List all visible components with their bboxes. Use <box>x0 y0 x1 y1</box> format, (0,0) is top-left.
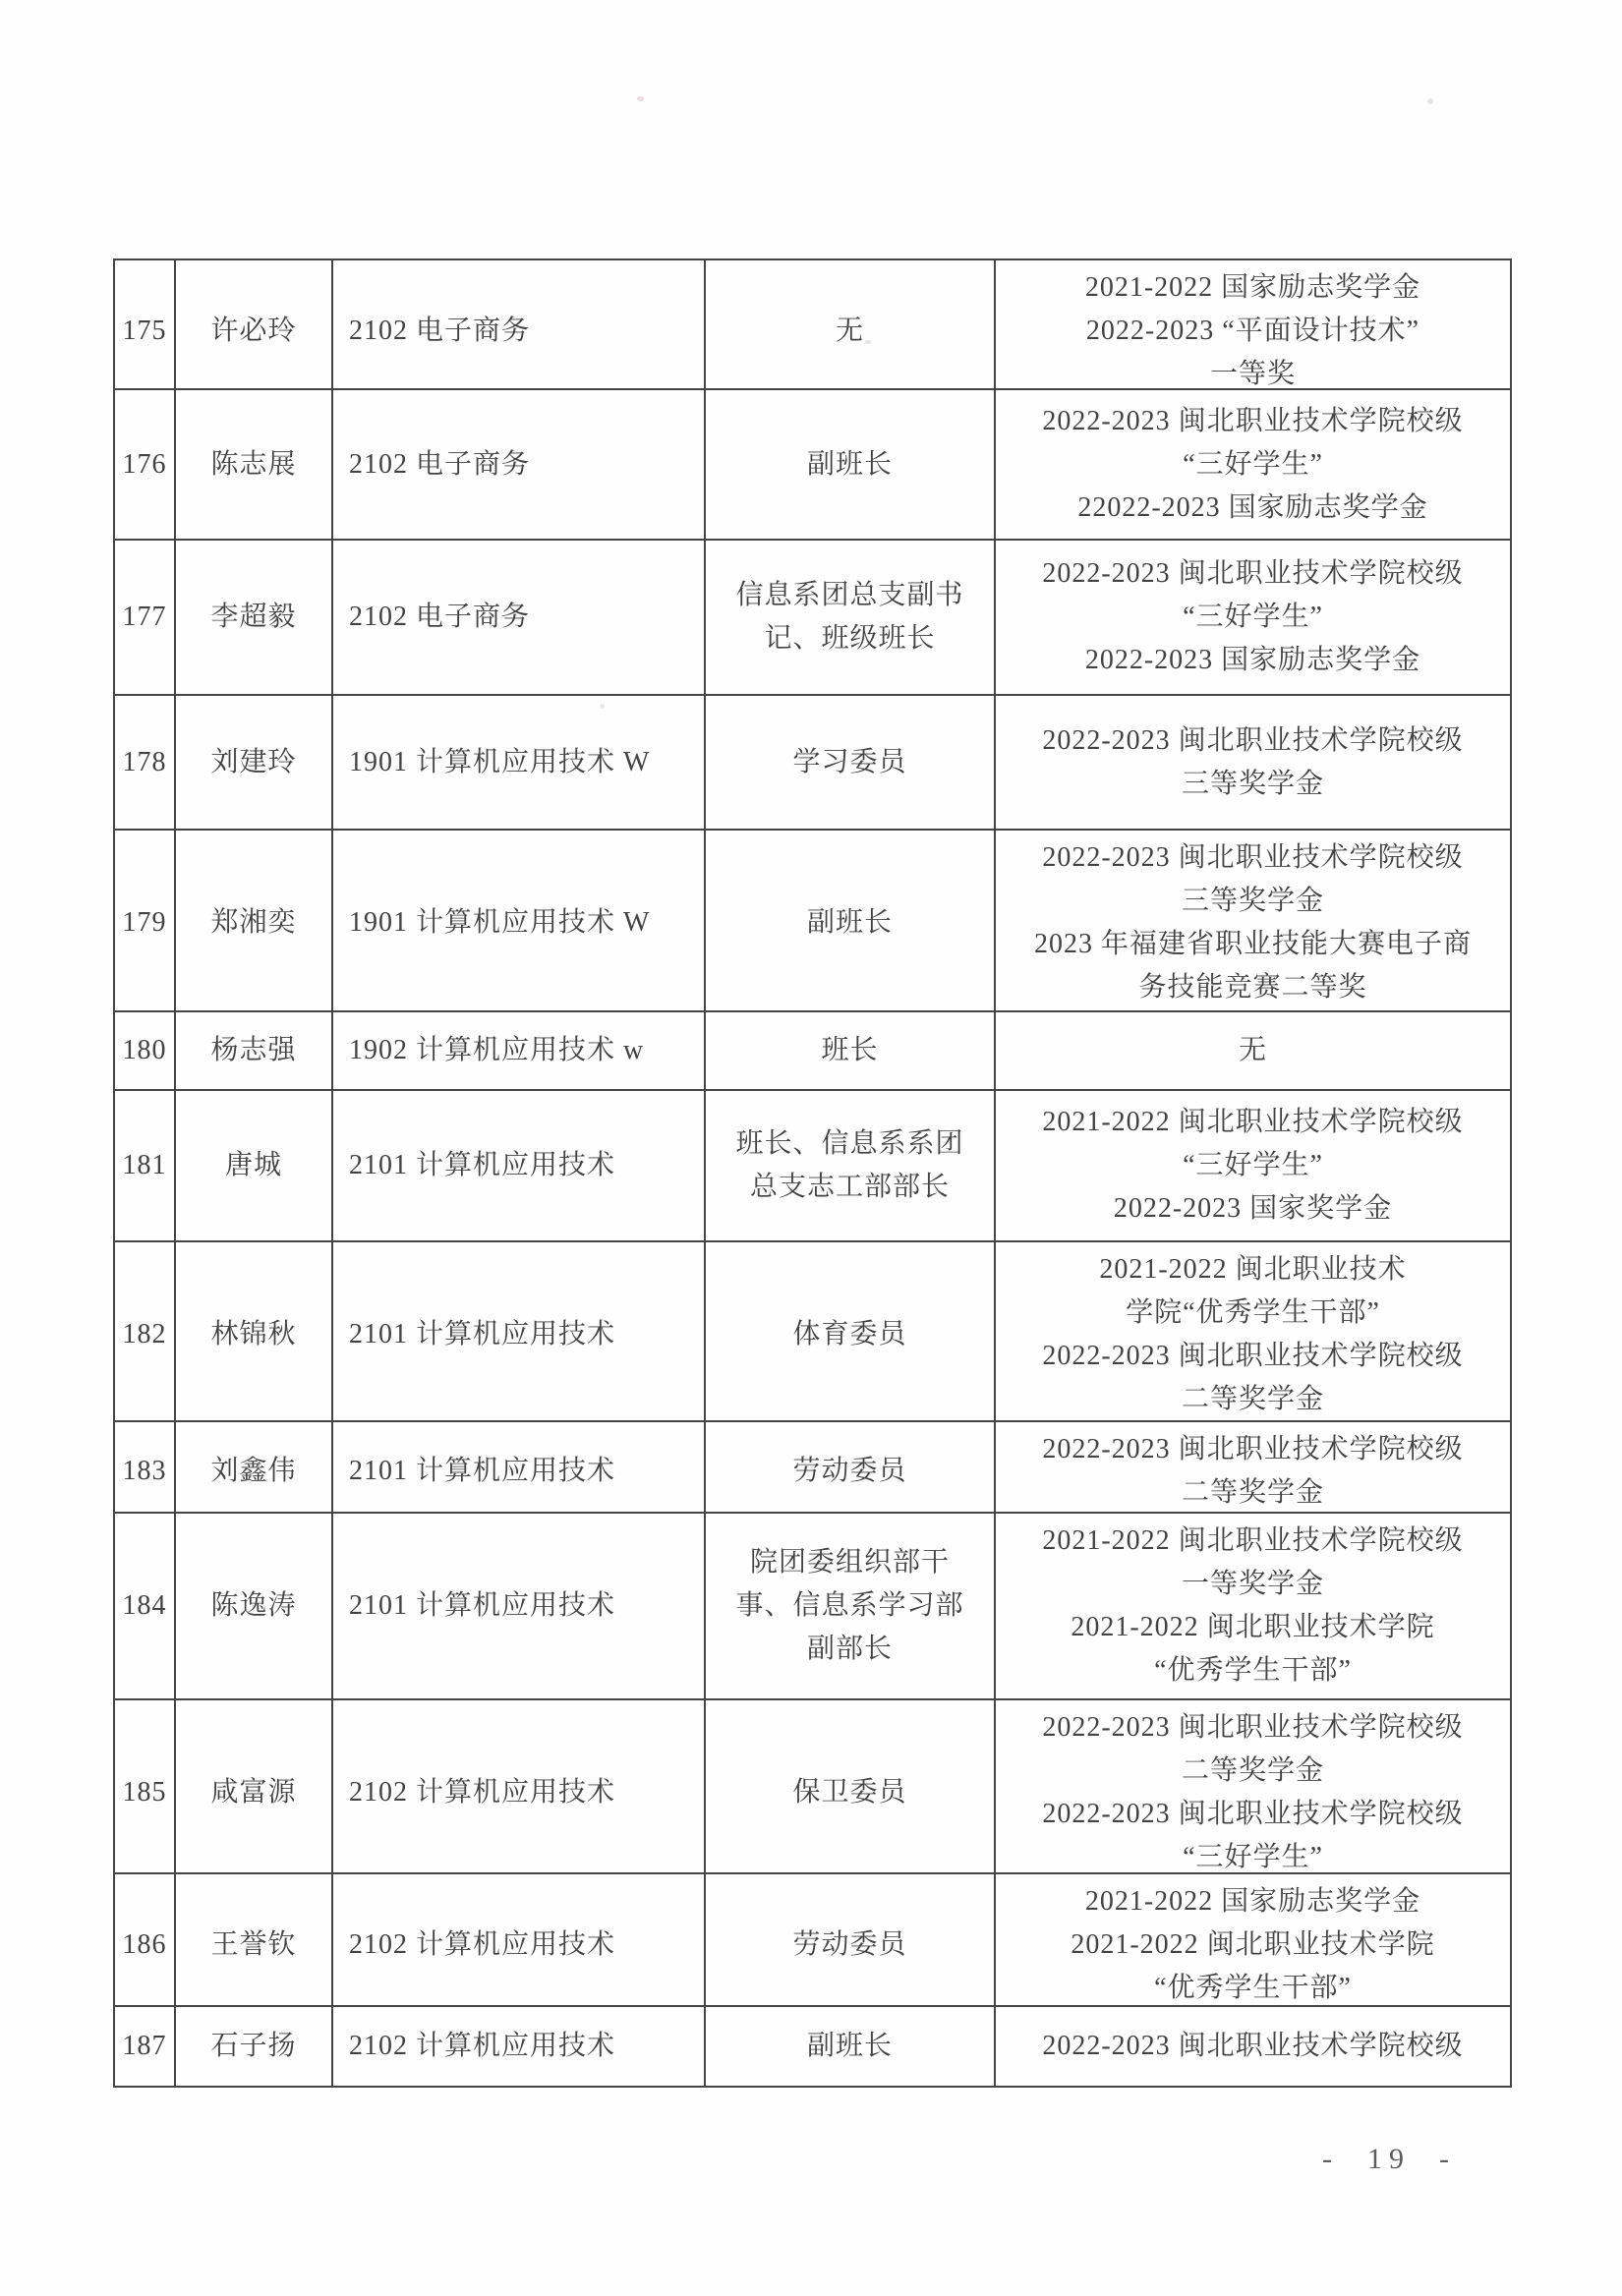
table-row <box>115 541 1510 696</box>
awards-cell <box>996 390 1510 539</box>
awards-line: 2022-2023 闽北职业技术学院校级 <box>1042 1712 1464 1743</box>
awards-line: 2021-2022 闽北职业技术 <box>1099 1254 1407 1285</box>
awards-line: “三好学生” <box>1183 602 1323 632</box>
row-number-cell: 180 <box>115 1012 176 1089</box>
class-cell: 2102 计算机应用技术 <box>333 1700 706 1885</box>
awards-cell <box>996 1242 1510 1427</box>
awards-line: 2021-2022 闽北职业技术学院校级 <box>1042 1107 1464 1137</box>
awards-cell <box>996 1012 1510 1089</box>
row-number-cell: 175 <box>115 260 176 402</box>
row-number-cell: 182 <box>115 1242 176 1427</box>
student-name-cell: 林锦秋 <box>176 1242 333 1427</box>
scan-artifact <box>637 96 644 101</box>
table-row <box>115 1422 1510 1514</box>
student-name-cell: 石子扬 <box>176 2007 333 2086</box>
awards-cell <box>996 2007 1510 2086</box>
awards-line: 三等奖学金 <box>1181 768 1324 799</box>
row-number-cell: 177 <box>115 541 176 694</box>
awards-line: 无 <box>1238 1035 1267 1065</box>
student-name-cell: 刘鑫伟 <box>176 1422 333 1521</box>
awards-line: “优秀学生干部” <box>1154 1973 1352 2003</box>
row-number-cell: 184 <box>115 1514 176 1698</box>
table-row <box>115 260 1510 390</box>
table-row <box>115 1514 1510 1700</box>
row-number-cell: 186 <box>115 1874 176 2016</box>
class-cell: 2102 计算机应用技术 <box>333 2007 706 2086</box>
row-number-cell: 181 <box>115 1091 176 1240</box>
awards-line: 2022-2023 闽北职业技术学院校级 <box>1042 1799 1464 1829</box>
awards-line: “三好学生” <box>1183 448 1323 480</box>
table-row <box>115 696 1510 831</box>
awards-line: 2022-2023 闽北职业技术学院校级 <box>1042 405 1464 436</box>
awards-line: “三好学生” <box>1183 1150 1323 1180</box>
student-name-cell: 王誉钦 <box>176 1874 333 2016</box>
student-name-cell: 郑湘奕 <box>176 831 333 1015</box>
awards-line: 2021-2022 闽北职业技术学院校级 <box>1042 1525 1464 1556</box>
student-name-cell: 唐城 <box>176 1091 333 1240</box>
position-cell: 信息系团总支副书记、班级班长 <box>706 541 996 694</box>
row-number-cell: 179 <box>115 831 176 1015</box>
row-number-cell: 183 <box>115 1422 176 1521</box>
awards-line: 2021-2022 闽北职业技术学院 <box>1071 1612 1435 1642</box>
awards-line: 二等奖学金 <box>1181 1384 1324 1414</box>
awards-cell <box>996 1874 1510 2016</box>
table-row <box>115 1091 1510 1242</box>
scan-artifact <box>1427 98 1433 104</box>
awards-line: 2023 年福建省职业技能大赛电子商 <box>1033 929 1472 959</box>
class-cell: 2102 电子商务 <box>333 260 706 402</box>
student-name-cell: 杨志强 <box>176 1012 333 1089</box>
class-cell: 2102 电子商务 <box>333 541 706 694</box>
awards-line: 学院“优秀学生干部” <box>1126 1297 1380 1328</box>
awards-cell <box>996 541 1510 694</box>
row-number-cell: 178 <box>115 696 176 829</box>
position-cell: 班长、信息系系团总支志工部部长 <box>706 1091 996 1240</box>
student-name-cell: 陈志展 <box>176 390 333 539</box>
table-row <box>115 1874 1510 2007</box>
awards-line: 2021-2022 国家励志奖学金 <box>1084 1886 1421 1917</box>
awards-line: 22022-2023 国家励志奖学金 <box>1077 491 1428 523</box>
position-cell: 副班长 <box>706 390 996 539</box>
awards-line: 2021-2022 国家励志奖学金 <box>1084 272 1421 303</box>
awards-line: 2022-2023 闽北职业技术学院校级 <box>1042 1434 1464 1464</box>
position-cell: 劳动委员 <box>706 1874 996 2016</box>
awards-line: 2022-2023 闽北职业技术学院校级 <box>1042 724 1464 756</box>
student-awards-table <box>113 258 1512 2088</box>
awards-line: “优秀学生干部” <box>1154 1655 1352 1686</box>
awards-cell <box>996 831 1510 1015</box>
class-cell: 1901 计算机应用技术 W <box>333 696 706 829</box>
row-number-cell: 187 <box>115 2007 176 2086</box>
table-row <box>115 390 1510 541</box>
table-row <box>115 1012 1510 1091</box>
awards-line: 2021-2022 闽北职业技术学院 <box>1071 1929 1435 1960</box>
awards-line: 2022-2023 闽北职业技术学院校级 <box>1042 1341 1464 1371</box>
awards-cell <box>996 1514 1510 1698</box>
position-cell: 劳动委员 <box>706 1422 996 1521</box>
position-cell: 院团委组织部干事、信息系学习部副部长 <box>706 1514 996 1698</box>
row-number-cell: 185 <box>115 1700 176 1885</box>
awards-line: 务技能竞赛二等奖 <box>1138 972 1367 1003</box>
class-cell: 2102 电子商务 <box>333 390 706 539</box>
class-cell: 1902 计算机应用技术 w <box>333 1012 706 1089</box>
class-cell: 2101 计算机应用技术 <box>333 1514 706 1698</box>
awards-line: 2022-2023 闽北职业技术学院校级 <box>1042 842 1464 873</box>
row-number-cell: 176 <box>115 390 176 539</box>
awards-line: 一等奖 <box>1209 359 1296 389</box>
position-cell: 体育委员 <box>706 1242 996 1427</box>
position-cell: 班长 <box>706 1012 996 1089</box>
table-row <box>115 1242 1510 1422</box>
class-cell: 2101 计算机应用技术 <box>333 1242 706 1427</box>
awards-line: 一等奖学金 <box>1181 1569 1324 1599</box>
student-name-cell: 许必玲 <box>176 260 333 402</box>
awards-line: 2022-2023 国家励志奖学金 <box>1084 645 1421 675</box>
awards-cell <box>996 696 1510 829</box>
position-cell: 无 <box>706 260 996 402</box>
awards-cell <box>996 1422 1510 1521</box>
awards-line: 2022-2023 闽北职业技术学院校级 <box>1042 2031 1464 2061</box>
class-cell: 1901 计算机应用技术 W <box>333 831 706 1015</box>
awards-line: 三等奖学金 <box>1181 886 1324 916</box>
table-row <box>115 1700 1510 1874</box>
awards-line: “三好学生” <box>1183 1842 1323 1872</box>
table-row <box>115 831 1510 1012</box>
student-name-cell: 刘建玲 <box>176 696 333 829</box>
class-cell: 2101 计算机应用技术 <box>333 1422 706 1521</box>
awards-cell <box>996 1091 1510 1240</box>
student-name-cell: 李超毅 <box>176 541 333 694</box>
class-cell: 2101 计算机应用技术 <box>333 1091 706 1240</box>
awards-line: 2022-2023 闽北职业技术学院校级 <box>1042 558 1464 589</box>
awards-cell <box>996 260 1510 402</box>
position-cell: 保卫委员 <box>706 1700 996 1885</box>
position-cell: 副班长 <box>706 2007 996 2086</box>
awards-line: 2022-2023 国家奖学金 <box>1113 1193 1393 1224</box>
position-cell: 学习委员 <box>706 696 996 829</box>
page-number: - 19 - <box>1322 2143 1456 2175</box>
awards-line: 二等奖学金 <box>1181 1477 1324 1508</box>
awards-cell <box>996 1700 1510 1885</box>
student-name-cell: 咸富源 <box>176 1700 333 1885</box>
student-name-cell: 陈逸涛 <box>176 1514 333 1698</box>
position-cell: 副班长 <box>706 831 996 1015</box>
table-row <box>115 2007 1510 2086</box>
awards-line: 二等奖学金 <box>1181 1755 1324 1786</box>
awards-line: 2022-2023 “平面设计技术” <box>1085 316 1420 346</box>
class-cell: 2102 计算机应用技术 <box>333 1874 706 2016</box>
